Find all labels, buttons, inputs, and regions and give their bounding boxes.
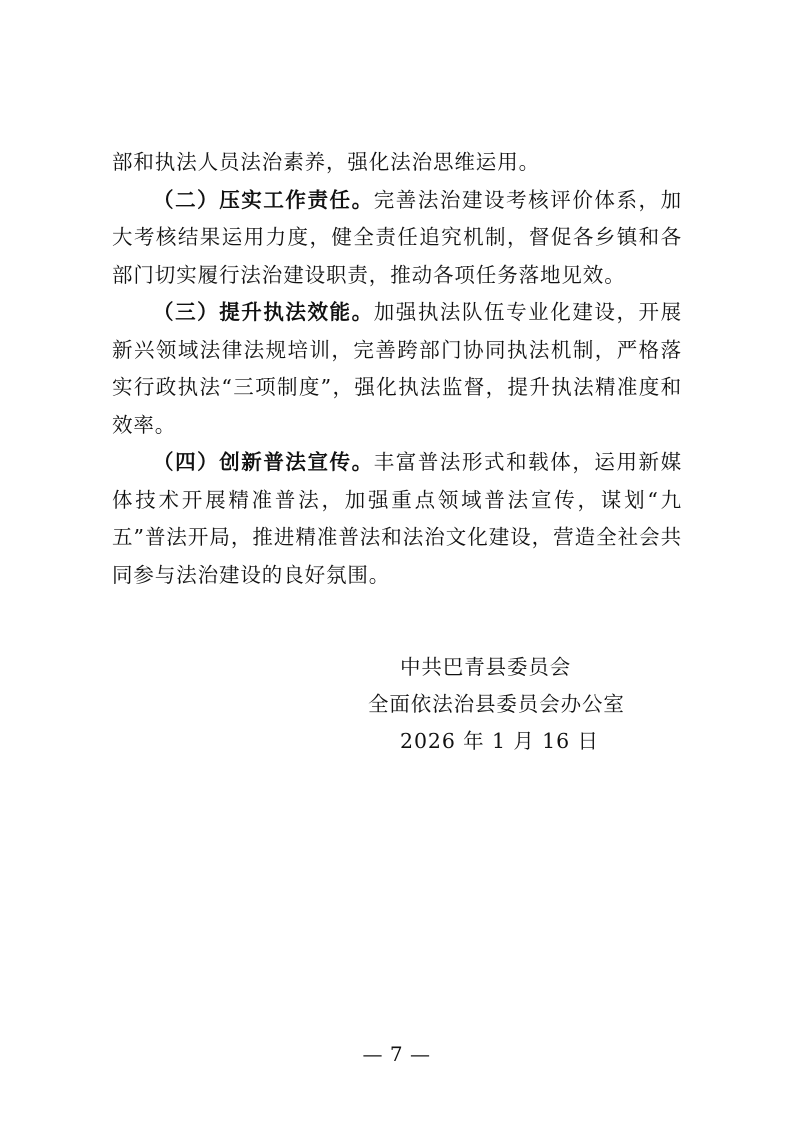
signature-block xyxy=(330,649,650,760)
paragraph-lead: （二）压实工作责任。 xyxy=(153,187,374,212)
signature-org-line1: 中共巴青县委员会 xyxy=(400,655,572,679)
paragraph-lead: （三）提升执法效能。 xyxy=(153,300,374,324)
paragraph-text: 部和执法人员法治素养，强化法治思维运用。 xyxy=(112,150,540,174)
paragraph-continuation xyxy=(112,144,682,182)
paragraph-text: 丰富普法形式和载体，运用新媒体技术开展精准普法，加强重点领域普法宣传，谋划“九五”普法开局，推进精准普法和法治文化建设，营造全社会共同参与法治建设的良好氛围。 xyxy=(112,450,683,587)
paragraph-work-responsibility xyxy=(112,182,682,295)
paragraph-text: 完善法治建设考核评价体系，加大考核结果运用力度，健全责任追究机制，督促各乡镇和各部门切实履行法治建设职责，推动各项任务落地见效。 xyxy=(112,187,683,287)
signature-date: 2026 年 1 月 16 日 xyxy=(400,729,599,753)
paragraph-lead: （四）创新普法宣传。 xyxy=(153,450,374,474)
page-number: — 7 — xyxy=(362,1042,431,1066)
paragraph-enforcement-efficiency xyxy=(112,294,682,444)
paragraph-text: 加强执法队伍专业化建设，开展新兴领域法律法规培训，完善跨部门协同执法机制，严格落实行政执法“三项制度”，强化执法监督，提升执法精准度和效率。 xyxy=(112,300,683,437)
paragraph-legal-publicity xyxy=(112,444,682,594)
body-text xyxy=(112,144,682,594)
signature-org-line2: 全面依法治县委员会办公室 xyxy=(368,692,625,716)
